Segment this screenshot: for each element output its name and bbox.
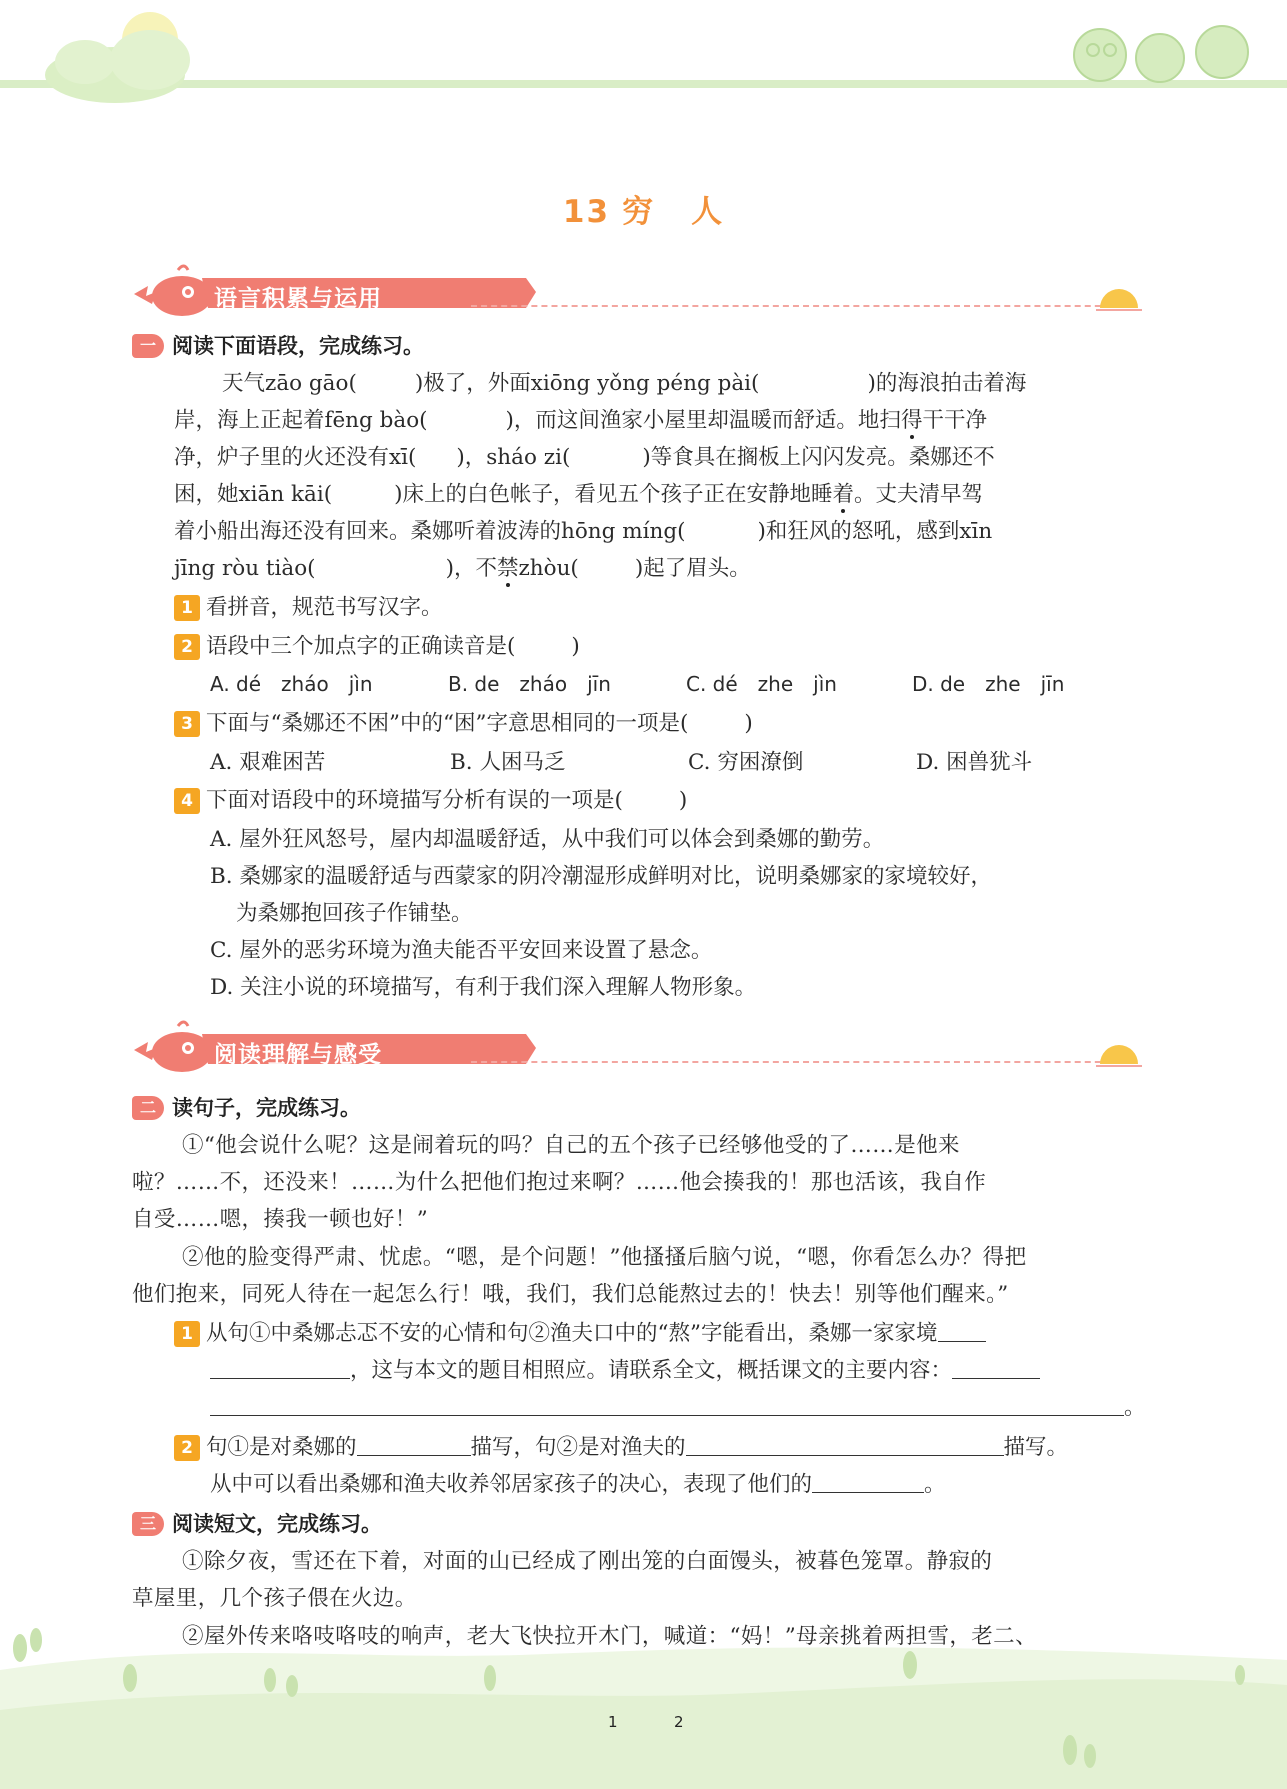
story-line: ②屋外传来咯吱咯吱的响声，老大飞快拉开木门，喊道：“妈！”母亲挑着两担雪，老二、 bbox=[182, 1624, 1037, 1649]
passage-line: 岸，海上正起着fēng bào( )，而这间渔家小屋里却温暖而舒适。地扫得干干净 bbox=[174, 408, 987, 433]
cloud-sun-icon bbox=[45, 12, 190, 103]
option-b: B. 人困马乏 bbox=[450, 750, 566, 775]
sub-question-1-continued: ，这与本文的题目相照应。请联系全文，概括课文的主要内容： bbox=[210, 1353, 1040, 1384]
option-c: C. 屋外的恶劣环境为渔夫能否平安回来设置了悬念。 bbox=[210, 938, 713, 963]
quote-line: 他们抱来，同死人待在一起怎么行！哦，我们，我们总能熬过去的！快去！别等他们醒来。” bbox=[132, 1282, 1009, 1307]
option-d: D. 关注小说的环境描写，有利于我们深入理解人物形象。 bbox=[210, 975, 757, 1000]
quote-line: ②他的脸变得严肃、忧虑。“嗯，是个问题！”他搔搔后脑勺说，“嗯，你看怎么办？得把 bbox=[182, 1245, 1027, 1270]
answer-blank[interactable] bbox=[210, 1359, 350, 1379]
option-a: A. 屋外狂风怒号，屋内却温暖舒适，从中我们可以体会到桑娜的勤劳。 bbox=[210, 827, 885, 852]
passage-line: 净，炉子里的火还没有xī( )，sháo zi( )等食具在搁板上闪闪发亮。桑娜还不 bbox=[174, 445, 995, 470]
question-1-heading: 一 阅读下面语段，完成练习。 bbox=[132, 330, 424, 360]
section-title: 阅读理解与感受 bbox=[214, 1042, 382, 1068]
answer-blank[interactable] bbox=[686, 1436, 1004, 1456]
quote-line: 啦？……不，还没来！……为什么把他们抱过来啊？……他会揍我的！那也活该，我自作 bbox=[132, 1170, 987, 1195]
page-number-right: 2 bbox=[674, 1713, 684, 1731]
passage-line: 困，她xiān kāi( )床上的白色帐子，看见五个孩子正在安静地睡着。丈夫清早驾 bbox=[174, 482, 984, 507]
sub-question-1-answer-line: 。 bbox=[210, 1390, 1146, 1421]
divider bbox=[471, 1061, 1131, 1063]
question-3-heading: 三 阅读短文，完成练习。 bbox=[132, 1508, 382, 1538]
sunset-icon bbox=[1096, 280, 1142, 314]
sub-question-2-continued: 从中可以看出桑娜和渔夫收养邻居家孩子的决心，表现了他们的 。 bbox=[210, 1472, 946, 1497]
options-row bbox=[210, 745, 1032, 776]
animal-faces-icon bbox=[1074, 26, 1248, 82]
passage-line: 天气zāo gāo( )极了，外面xiōng yǒng péng pài( )的海浪拍击着海 bbox=[222, 371, 1027, 396]
option-d: D. de zhe jīn bbox=[912, 672, 1065, 696]
sub-question-2: 2 句①是对桑娜的 描写，句②是对渔夫的 描写。 bbox=[174, 1430, 1068, 1461]
option-d: D. 困兽犹斗 bbox=[916, 750, 1033, 775]
answer-blank[interactable] bbox=[357, 1436, 471, 1456]
top-decoration bbox=[0, 0, 1287, 110]
answer-blank[interactable] bbox=[938, 1322, 986, 1342]
passage-line: jīng ròu tiào( )，不禁zhòu( )起了眉头。 bbox=[174, 556, 751, 581]
options-row bbox=[210, 668, 1064, 697]
option-c: C. 穷困潦倒 bbox=[688, 750, 804, 775]
sub-question-4: 4 下面对语段中的环境描写分析有误的一项是( ) bbox=[174, 783, 687, 814]
quote-line: ①“他会说什么呢？这是闹着玩的吗？自己的五个孩子已经够他受的了……是他来 bbox=[182, 1133, 960, 1158]
option-b: B. 桑娜家的温暖舒适与西蒙家的阴冷潮湿形成鲜明对比，说明桑娜家的家境较好， bbox=[210, 864, 992, 889]
section-banner-reading bbox=[126, 1018, 1142, 1078]
hills-decoration bbox=[0, 1600, 1287, 1789]
option-a: A. 艰难困苦 bbox=[210, 750, 326, 775]
question-2-heading: 二 读句子，完成练习。 bbox=[132, 1092, 361, 1122]
option-c: C. dé zhe jìn bbox=[686, 672, 837, 696]
answer-blank[interactable] bbox=[952, 1359, 1040, 1379]
divider bbox=[471, 305, 1131, 307]
sunset-icon bbox=[1096, 1036, 1142, 1070]
answer-blank[interactable] bbox=[210, 1396, 1124, 1416]
story-line: ①除夕夜，雪还在下着，对面的山已经成了刚出笼的白面馒头，被暮色笼罩。静寂的 bbox=[182, 1549, 993, 1574]
story-line: 草屋里，几个孩子偎在火边。 bbox=[132, 1586, 417, 1611]
lesson-title: 13 穷 人 bbox=[562, 194, 725, 230]
section-banner-language bbox=[126, 262, 1142, 322]
sub-question-3: 3 下面与“桑娜还不困”中的“困”字意思相同的一项是( ) bbox=[174, 706, 753, 737]
option-b: B. de zháo jīn bbox=[448, 672, 611, 696]
sub-question-1: 1 从句①中桑娜忐忑不安的心情和句②渔夫口中的“熬”字能看出，桑娜一家家境 bbox=[174, 1316, 986, 1347]
answer-blank[interactable] bbox=[812, 1473, 924, 1493]
option-a: A. dé zháo jìn bbox=[210, 672, 373, 696]
page-number-left: 1 bbox=[608, 1713, 618, 1731]
sub-question-2: 2 语段中三个加点字的正确读音是( ) bbox=[174, 629, 580, 660]
sub-question-1: 1 看拼音，规范书写汉字。 bbox=[174, 590, 443, 621]
option-b-continued: 为桑娜抱回孩子作铺垫。 bbox=[236, 901, 473, 926]
quote-line: 自受……嗯，揍我一顿也好！” bbox=[132, 1207, 429, 1232]
passage-line: 着小船出海还没有回来。桑娜听着波涛的hōng míng( )和狂风的怒吼，感到xīn bbox=[174, 519, 993, 544]
section-title: 语言积累与运用 bbox=[214, 286, 382, 312]
